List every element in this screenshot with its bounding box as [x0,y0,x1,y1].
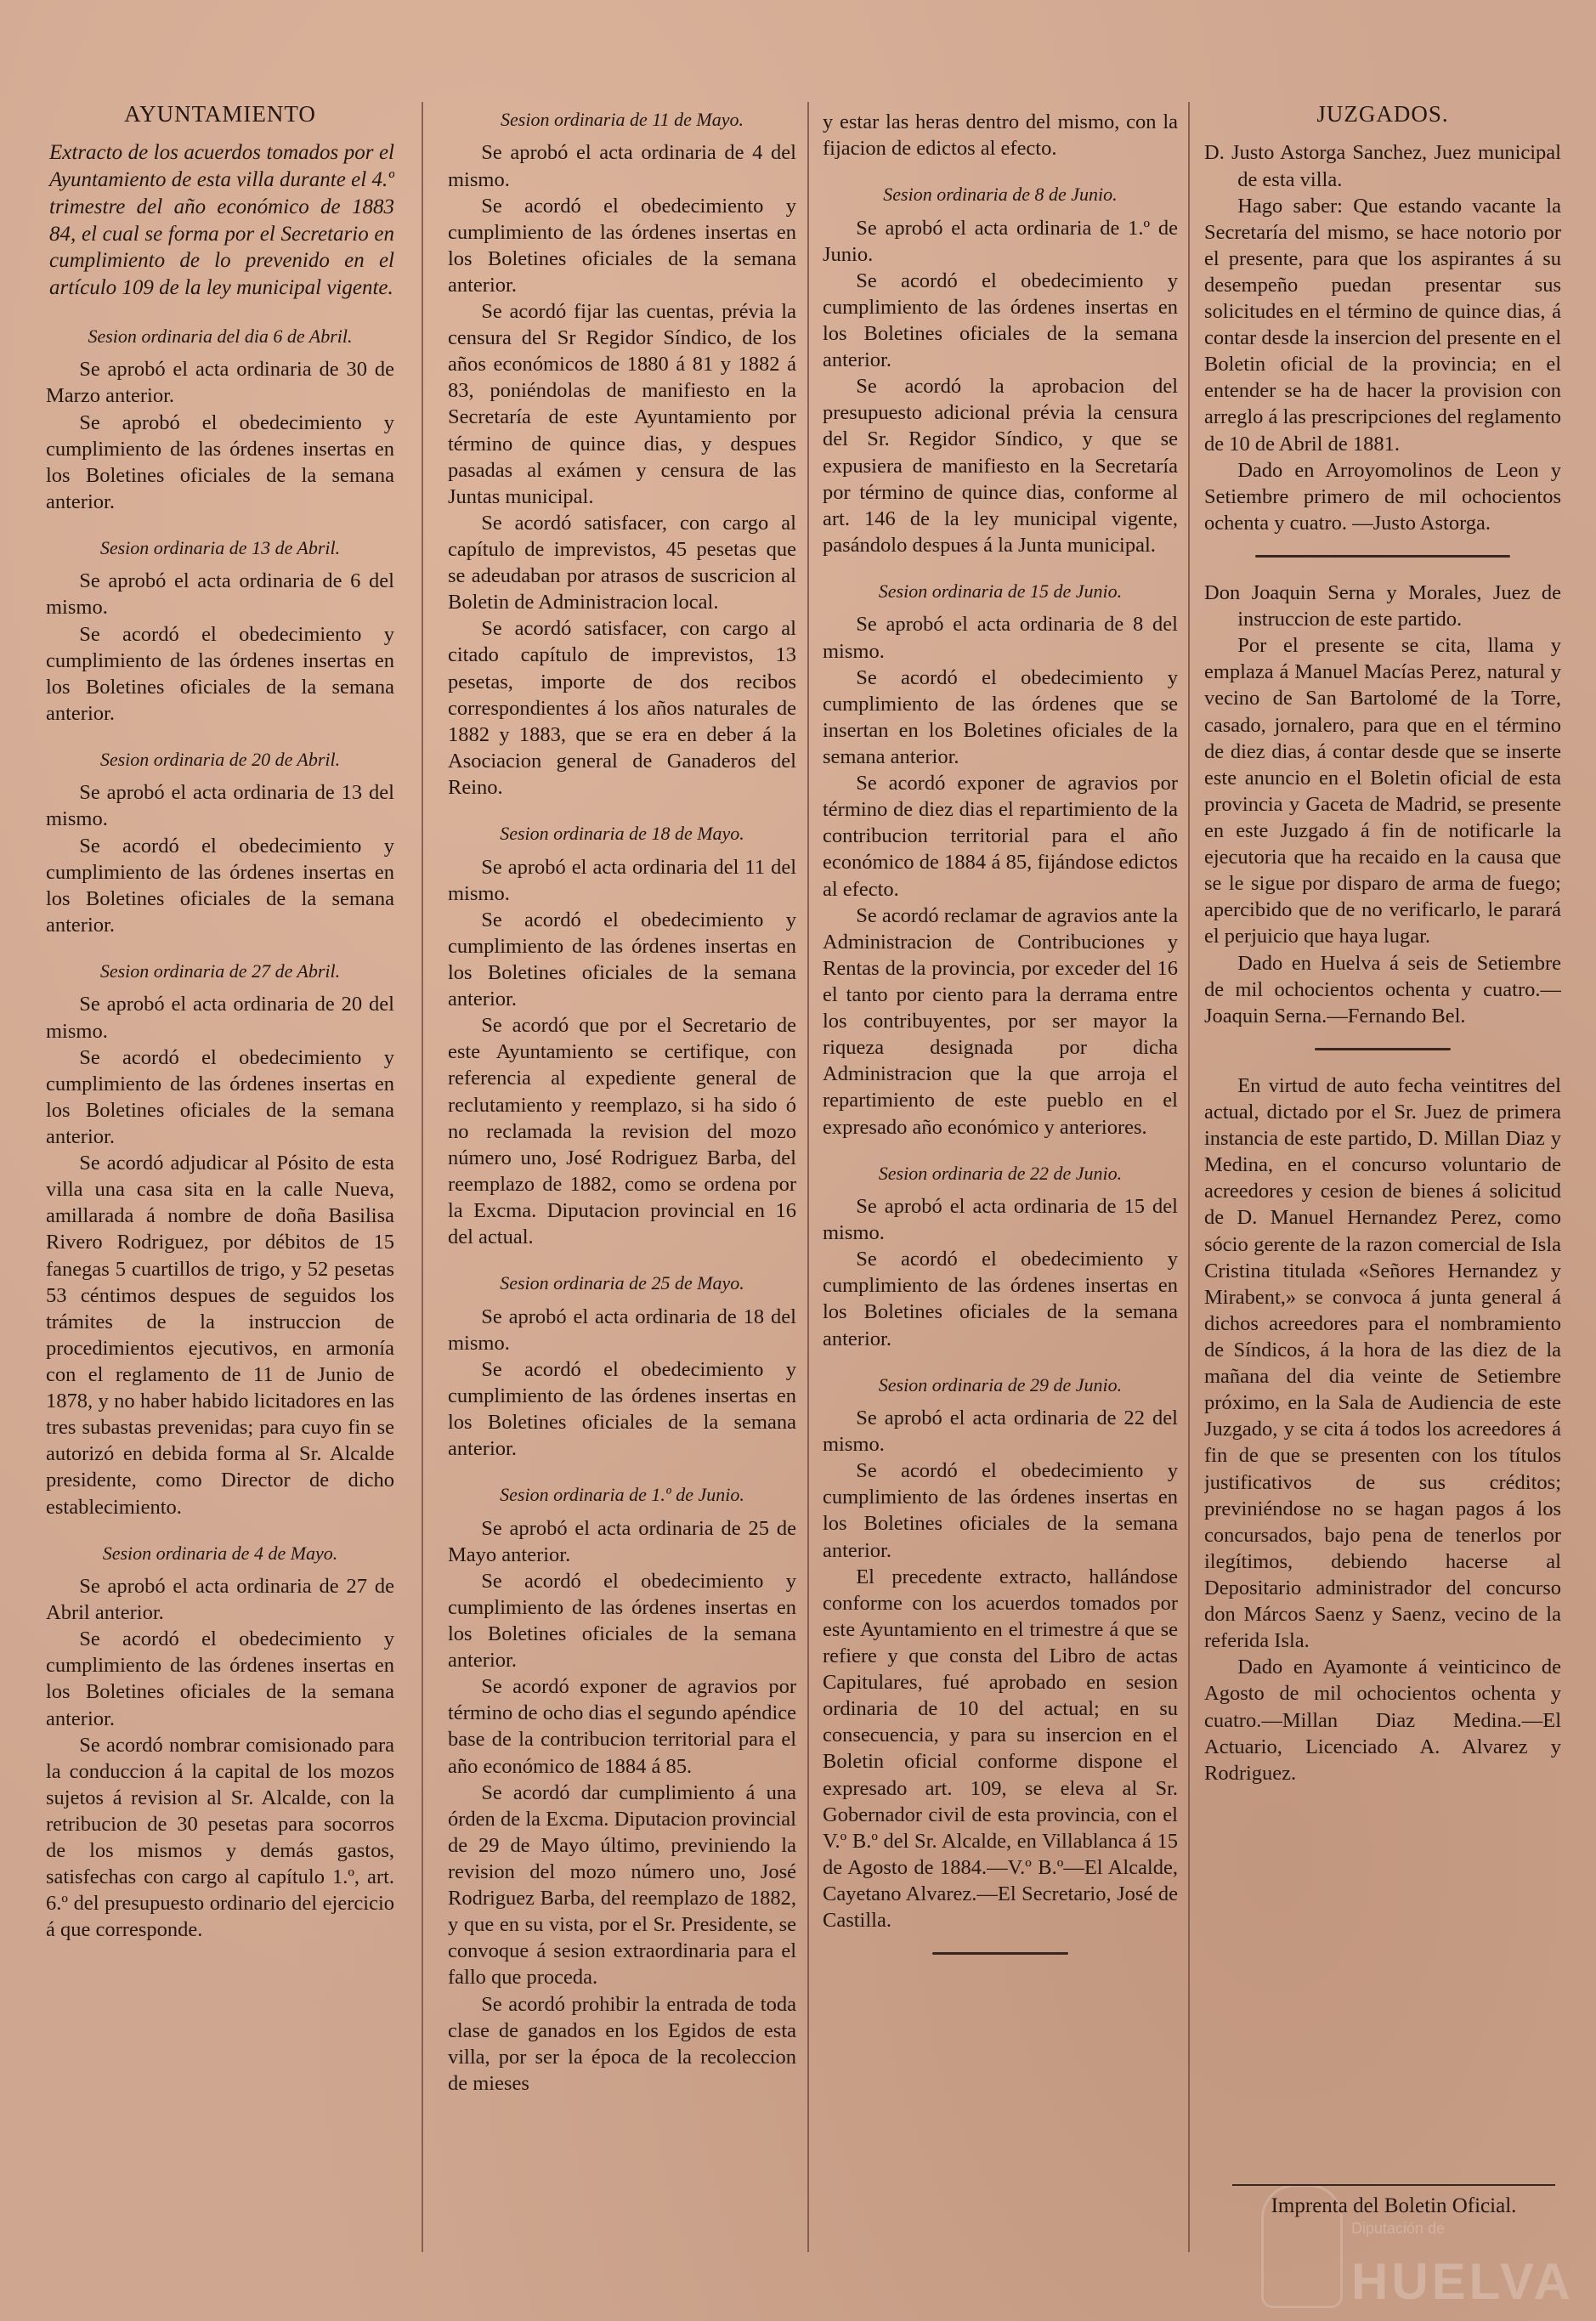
session-heading: Sesion ordinaria de 4 de Mayo. [102,1542,338,1564]
session-heading: Sesion ordinaria de 18 de Mayo. [500,823,744,845]
session-paragraph: Se aprobó el acta ordinaria de 13 del mismo. [46,781,394,831]
session-paragraph: Se acordó fijar las cuentas, prévia la censura del Sr Regidor Síndico, de los años económicos de 1880 á 81 y 1882 á 83, poniéndolas de manifiesto en la Secretaría de este Ayuntamiento por término de quince dias, y despues pasadas al exámen y censura de las Juntas municipal. [448,300,796,508]
edict-issuer: Don Joaquin Serna y Morales, Juez de instruccion de este partido. [1204,581,1561,631]
session-heading: Sesion ordinaria de 25 de Mayo. [500,1272,744,1294]
session-paragraph: Se acordó la aprobacion del presupuesto adicional prévia la censura del Sr. Regidor Síndico, y que se expusiera de manifiesto en la Secretaría por término de quince dias, conforme al art. 146 de la ley municipal vigente, pasándolo despues á la Junta municipal. [823,375,1178,557]
session-paragraph: Se aprobó el acta ordinaria de 30 de Marzo anterior. [46,358,394,408]
session-paragraph: Se aprobó el acta ordinaria de 18 del mismo. [448,1305,796,1355]
printer-imprint: Imprenta del Boletin Oficial. [1271,2194,1517,2217]
session-heading: Sesion ordinaria de 13 de Abril. [99,536,341,558]
edict-issuer: D. Justo Astorga Sanchez, Juez municipal de esta villa. [1204,141,1561,191]
edict-paragraph: En virtud de auto fecha veintitres del actual, dictado por el Sr. Juez de primera instancia de este partido, D. Millan Diaz y Medina, en el concurso voluntario de acreedores y cesion de bienes á solicitud de D. Manuel Hernandez Perez, como sócio gerente de la razon comercial de Isla Cristina titulada «Señores Hernandez y Mirabent,» se convoca á junta general á dichos acreedores para el nombramiento de Síndicos, á la hora de las diez de la mañana del dia veinte de Setiembre próximo, en la Sala de Audiencia de este Juzgado, y se cita á todos los acreedores á fin de que se presenten con los títulos justificativos de sus créditos; previniéndose no se hagan pagos á los concursados, bajo pena de tenerlos por ilegítimos, debiendo hacerse al Depositario administrador del concurso don Márcos Saenz y Saenz, vecino de la referida Isla. [1204,1073,1561,1653]
session-paragraph: Se acordó satisfacer, con cargo al citado capítulo de imprevistos, 13 pesetas, importe de dos recibos correspondientes á los años naturales de 1882 y 1883, que se era en deber á la Asociacion general de Ganaderos del Reino. [448,617,796,800]
session-paragraph: Se acordó satisfacer, con cargo al capítulo de imprevistos, 45 pesetas que se adeudaban por atrasos de suscricion al Boletin de Administracion local. [448,511,796,614]
session-paragraph: Se acordó el obedecimiento y cumplimiento de las órdenes insertas en los Boletines oficiales de la semana anterior. [448,908,796,1011]
session-heading: Sesion ordinaria de 15 de Junio. [878,580,1123,603]
watermark-subtitle: Diputación de [1351,2220,1446,2237]
session-paragraph: Se acordó el obedecimiento y cumplimiento de las órdenes insertas en los Boletines oficiales de la semana anterior. [46,1628,394,1730]
session-paragraph: Se acordó prohibir la entrada de toda clase de ganados en los Egidos de esta villa, por ser la época de la recoleccion de mieses [448,1992,796,2095]
session-paragraph: Se aprobó el acta ordinaria de 6 del mismo. [46,569,394,620]
session-paragraph: Se aprobó el acta ordinaria de 15 del mismo. [823,1195,1178,1245]
session-paragraph: Se acordó el obedecimiento y cumplimiento de las órdenes insertas en los Boletines oficiales de la semana anterior. [823,269,1178,372]
edict-paragraph: Dado en Huelva á seis de Setiembre de mil ochocientos ochenta y cuatro.—Joaquin Serna.—Fernando Bel. [1204,951,1561,1027]
session-paragraph: Se aprobó el acta ordinaria de 22 del mismo. [823,1407,1178,1457]
section-title-juzgados: JUZGADOS. [1316,101,1449,127]
session-paragraph: Se acordó el obedecimiento y cumplimiento de las órdenes insertas en los Boletines oficiales de la semana anterior. [448,1357,796,1461]
closing-paragraph: El precedente extracto, hallándose conforme con los acuerdos tomados por este Ayuntamiento en el trimestre á que se refiere y que consta del Libro de actas Capitulares, fué aprobado en sesion ordinaria de 10 del actual; en su consecuencia, y para su insercion en el Boletin oficial conforme dispone el expresado art. 109, se eleva al Sr. Gobernador civil de esta provincia, con el V.º B.º del Sr. Alcalde, en Villablanca á 15 de Agosto de 1884.—V.º B.º—El Alcalde, Cayetano Alvarez.—El Secretario, José de Castilla. [823,1565,1178,1933]
session-paragraph: Se acordó dar cumplimiento á una órden de la Excma. Diputacion provincial de 29 de Mayo último, previniendo la revision del mozo número uno, José Rodriguez Barba, del reemplazo de 1882, y que en su vista, por el Sr. Presidente, se convoque á sesion extraordinaria para el fallo que proceda. [448,1780,796,1990]
session-paragraph: Se acordó el obedecimiento y cumplimiento de las órdenes insertas en los Boletines oficiales de la semana anterior. [448,194,796,297]
session-heading: Sesion ordinaria de 22 de Junio. [878,1162,1123,1184]
session-paragraph: Se aprobó el acta ordinaria de 25 de Mayo anterior. [448,1516,796,1566]
extract-intro: Extracto de los acuerdos tomados por el Ayuntamiento de esta villa durante el 4.º trimestre del año económico de 1883 84, el cual se forma por el Secretario en cumplimiento de lo prevenido en el artículo 109 de la ley municipal vigente. [49,141,394,300]
session-paragraph: Se acordó exponer de agravios por término de ocho dias el segundo apéndice base de la contribucion territorial para el año económico de 1884 á 85. [448,1675,796,1778]
session-heading: Sesion ordinaria de 1.º de Junio. [500,1484,744,1506]
column-rule-1 [422,102,423,2252]
column-rule-2 [807,102,809,2252]
column-ayuntamiento [46,100,394,2242]
column-rule-3 [1188,102,1190,2252]
edict-paragraph: Dado en Arroyomolinos de Leon y Setiembre primero de mil ochocientos ochenta y cuatro. —Justo Astorga. [1204,458,1561,535]
session-paragraph: Se acordó reclamar de agravios ante la Administracion de Contribuciones y Rentas de la provincia, por exceder del 16 el tanto por ciento para la derrama entre los contribuyentes, por ser mayor la riqueza designada por dicha Administracion que la que arroja el repartimiento de este pueblo en el expresado año económico y anteriores. [823,903,1178,1139]
session-paragraph: Se aprobó el acta ordinaria de 1.º de Junio. [823,216,1178,266]
session-paragraph: Se acordó el obedecimiento y cumplimiento de las órdenes insertas en los Boletines oficiales de la semana anterior. [823,1459,1178,1562]
imprint-rule [1232,2184,1555,2186]
session-paragraph: Se acordó que por el Secretario de este Ayuntamiento se certifique, con referencia al expediente general de reclutamiento y reemplazo, si ha sido ó no reclamada la revision del mozo número uno, José Rodriguez Barba, del reemplazo de 1882, como se ordena por la Excma. Diputacion provincial en 16 del actual. [448,1014,796,1249]
session-heading: Sesion ordinaria de 11 de Mayo. [501,109,744,130]
session-paragraph: Se acordó el obedecimiento y cumplimiento de las órdenes insertas en los Boletines oficiales de la semana anterior. [46,622,394,725]
edict-paragraph: Dado en Ayamonte á veinticinco de Agosto de mil ochocientos ochenta y cuatro.—Millan Diaz Medina.—El Actuario, Licenciado A. Alvarez y Rodriguez. [1204,1656,1561,1785]
session-paragraph: Se aprobó el acta ordinaria de 27 de Abril anterior. [46,1575,394,1625]
watermark-title: HUELVA [1351,2253,1574,2310]
session-paragraph: Se acordó adjudicar al Pósito de esta villa una casa sita en la calle Nueva, amillarada á nombre de doña Basilisa Rivero Rodriguez, por débitos de 15 fanegas 5 cuartillos de trigo, y 52 pesetas 53 céntimos despues de seguidos los trámites de la instruccion de procedimientos ejecutivos, en armonía con el reglamento de 11 de Junio de 1878, y no haber habido licitadores en las tres subastas prevenidas; para cuyo fin se autorizó en debida forma al Sr. Alcalde presidente, como Director de dicho establecimiento. [46,1152,394,1519]
session-paragraph: Se acordó el obedecimiento y cumplimiento de las órdenes insertas en los Boletines oficiales de la semana anterior. [823,1248,1178,1350]
session-paragraph: Se acordó exponer de agravios por término de diez dias el repartimiento de la contribucion territorial para el año económico de 1884 á 85, fijándose edictos al efecto. [823,772,1178,901]
section-separator [932,1952,1068,1955]
session-heading: Sesion ordinaria de 8 de Junio. [883,184,1118,206]
session-paragraph: Se acordó el obedecimiento y cumplimiento de las órdenes insertas en los Boletines oficiales de la semana anterior. [46,1045,394,1148]
session-paragraph: Se acordó el obedecimiento y cumplimiento de las órdenes que se insertan en los Boletines oficiales de la semana anterior. [823,665,1178,768]
session-paragraph: Se aprobó el acta ordinaria de 20 del mismo. [46,993,394,1043]
session-heading: Sesion ordinaria de 27 de Abril. [99,960,341,982]
column-juzgados [1204,100,1561,2242]
continued-paragraph: y estar las heras dentro del mismo, con la fijacion de edictos al efecto. [823,110,1178,161]
session-paragraph: Se acordó nombrar comisionado para la conduccion á la capital de los mozos sujetos á revision al Sr. Alcalde, con la retribucion de 30 pesetas para socorros de los mismos y demás gastos, satisfechas con cargo al capítulo 1.º, art. 6.º del presupuesto ordinario del ejercicio á que corresponde. [46,1733,394,1942]
section-separator [1315,1048,1451,1050]
session-paragraph: Se aprobó el obedecimiento y cumplimiento de las órdenes insertas en los Boletines oficiales de la semana anterior. [46,410,394,513]
session-paragraph: Se acordó el obedecimiento y cumplimiento de las órdenes insertas en los Boletines oficiales de la semana anterior. [448,1569,796,1673]
column-sessions-may [448,109,796,2250]
session-heading: Sesion ordinaria de 29 de Junio. [878,1373,1123,1395]
session-paragraph: Se aprobó el acta ordinaria de 4 del mismo. [448,141,796,191]
section-title-ayuntamiento: AYUNTAMIENTO [124,101,316,127]
column-sessions-june [823,109,1178,2250]
session-paragraph: Se aprobó el acta ordinaria del 11 del mismo. [448,855,796,905]
section-separator [1255,555,1510,558]
session-paragraph: Se aprobó el acta ordinaria de 8 del mismo. [823,613,1178,663]
session-heading: Sesion ordinaria de 20 de Abril. [99,748,341,770]
session-paragraph: Se acordó el obedecimiento y cumplimiento de las órdenes insertas en los Boletines oficiales de la semana anterior. [46,834,394,937]
edict-paragraph: Hago saber: Que estando vacante la Secretaría del mismo, se hace notorio por el presente, para que los aspirantes á su desempeño puedan presentar sus solicitudes en el término de quince dias, á contar desde la insercion del presente en el Boletin oficial de la provincia; en el entender se ha de hacer la provision con arreglo á las prescripciones del reglamento de 10 de Abril de 1881. [1204,194,1561,456]
edict-paragraph: Por el presente se cita, llama y emplaza á Manuel Macías Perez, natural y vecino de San Bartolomé de la Torre, casado, jornalero, para que en el término de diez dias, á contar desde que se inserte este anuncio en el Boletin oficial de esta provincia y Gaceta de Madrid, se presente en este Juzgado á fin de notificarle la ejecutoria que ha recaido en la causa que se le sigue por disparo de arma de fuego; apercibido que de no verificarlo, le parará el perjuicio que haya lugar. [1204,634,1561,948]
session-heading: Sesion ordinaria del dia 6 de Abril. [88,325,353,347]
